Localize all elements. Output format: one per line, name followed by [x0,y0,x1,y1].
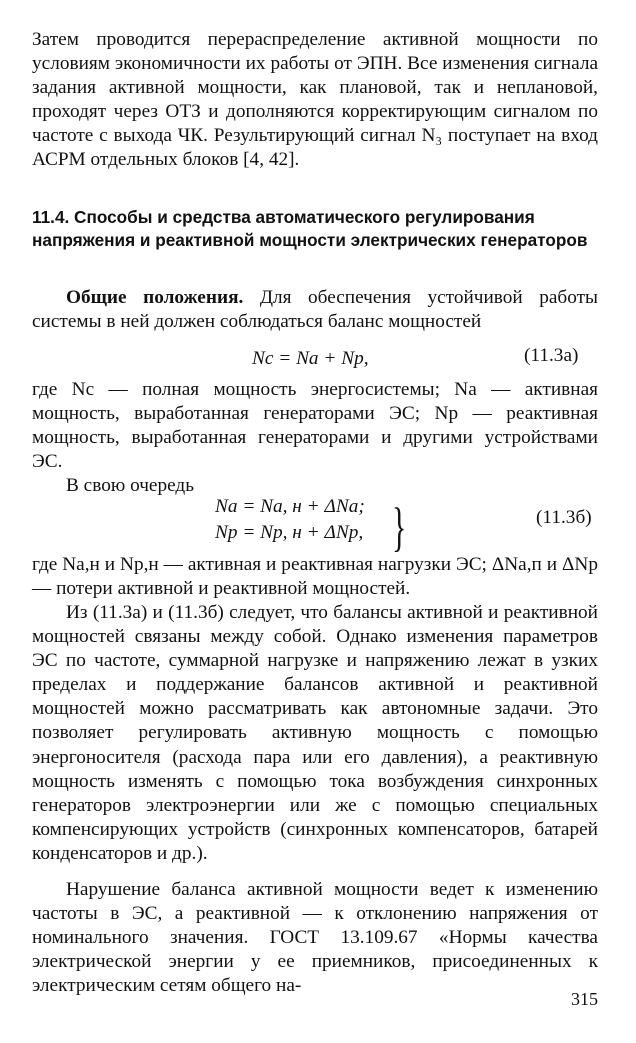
paragraph-in-turn: В свою очередь [66,475,195,496]
section-heading: 11.4. Способы и средства автоматического регулирования напряжения и реактивной мощности электрических генераторов [32,207,588,250]
paragraph-definitions-2: где Nа,н и Nр,н — активная и реактивная нагрузки ЭС; ΔNа,п и ΔNр — потери активной и реактивной мощностей. [32,554,598,600]
paragraph-balances: Из (11.3а) и (11.3б) следует, что балансы активной и реактивной мощностей связаны между собой. Однако изменения параметров ЭС по частоте, суммарной нагрузке и напряжению лежат в узких пределах и поддержание балансов активной и реактивной мощностей можно рассматривать как автономные задачи. Это позволяет регулировать активную мощность с помощью энергоносителя (расхода пара или его давления), а реактивную мощность изменять с помощью тока возбуждения синхронных генераторов электроэнергии или же с помощью специальных компенсирующих устройств (синхронных компенсаторов, батарей конденсаторов и др.). [32,602,598,864]
equation-11-3b-line1: Nа = Nа, н + ΔNа; [215,496,365,517]
general-text: Для обеспечения устойчивой работы системы в ней должен соблюдаться баланс мощностей [32,287,599,333]
equation-number-11-3a: (11.3а) [524,345,579,366]
equation-11-3a: Nс = Nа + Nр, [252,348,369,369]
paragraph-general [32,286,598,334]
paragraph-intro: Затем проводится перераспределение активной мощности по условиям экономичности их работы от ЭПН. Все изменения сигнала задания активной мощности, как плановой, так и неплановой, проходят через ОТЗ и дополняются корректирующим сигналом по частоте с выхода ЧК. Результирующий сигнал N₃ поступает на вход АСРМ отдельных блоков [4, 42]. [32,29,598,171]
paragraph-definitions-1: где Nс — полная мощность энергосистемы; Nа — активная мощность, выработанная генераторами ЭС; Nр — реактивная мощность, выработанная генераторами и другими устройствами ЭС. [32,379,598,473]
equation-brace: } [392,497,407,557]
paragraph-imbalance: Нарушение баланса активной мощности ведет к изменению частоты в ЭС, а реактивной — к отклонению напряжения от номинального значения. ГОСТ 13.109.67 «Нормы качества электрической энергии у ее приемников, присоединенных к электрическим сетям общего на- [32,879,598,997]
page-number: 315 [571,989,598,1009]
equation-11-3b-line2: Nр = Nр, н + ΔNр, [215,522,364,543]
equation-number-11-3b: (11.3б) [536,507,592,528]
general-lead: Общие положения. [66,287,244,308]
